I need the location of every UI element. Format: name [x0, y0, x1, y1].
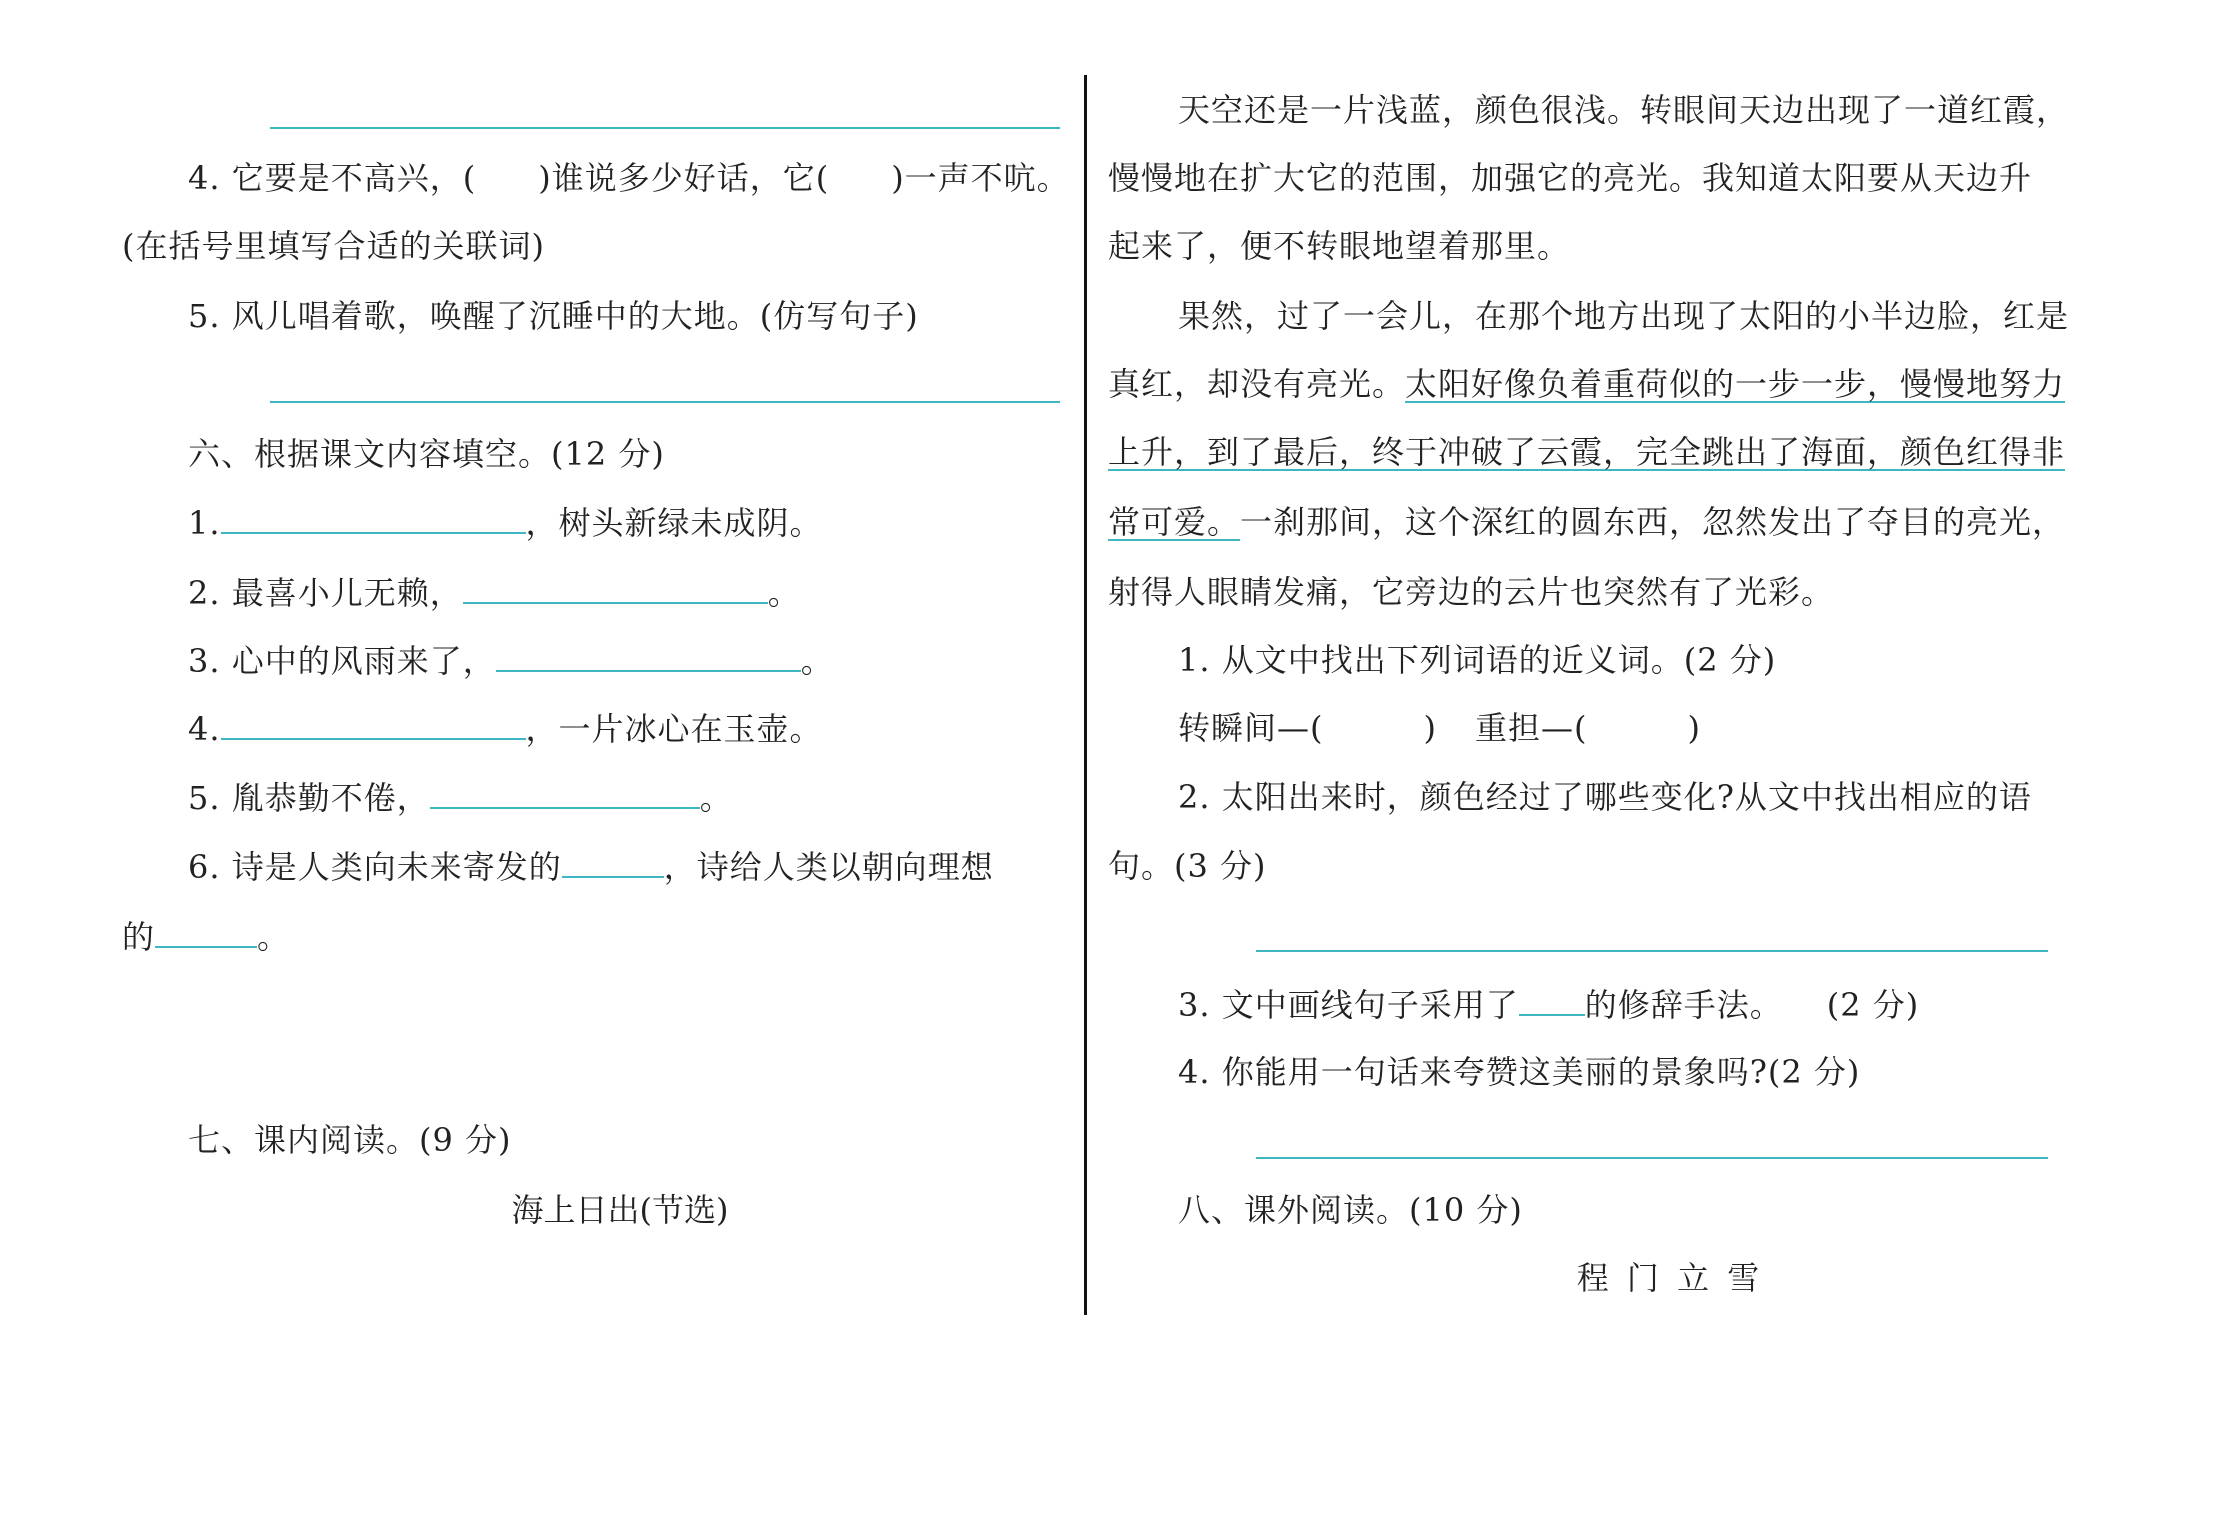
passage-title: 海上日出(节选)	[511, 1191, 729, 1229]
passage-line-7-plain: 一刹那间，这个深红的圆东西，忽然发出了夺目的亮光，	[1240, 503, 2066, 541]
fill-4-number: 4.	[188, 710, 221, 748]
right-question-4: 4. 你能用一句话来夸赞这美丽的景象吗?(2 分)	[1178, 1053, 1861, 1091]
section-8-title: 八、课外阅读。(10 分)	[1178, 1191, 1523, 1229]
fill-1-number: 1.	[188, 504, 221, 542]
fill-item-1	[188, 502, 823, 543]
fill-6b-end: 。	[257, 918, 291, 956]
fill-1-text: ，树头新绿未成阴。	[525, 504, 823, 542]
q4-suffix: )一声不吭。	[891, 159, 1070, 197]
right-question-1: 1. 从文中找出下列词语的近义词。(2 分)	[1178, 641, 1777, 679]
fill-5-text: 5. 胤恭勤不倦，	[188, 779, 430, 817]
answer-line-q4[interactable]	[1256, 1157, 2048, 1159]
fill-5-blank[interactable]	[430, 777, 700, 809]
q3-blank[interactable]	[1519, 984, 1585, 1016]
q4-middle: )谁说多少好话，它(	[538, 159, 830, 197]
q1-b-suffix: )	[1687, 709, 1701, 747]
fill-3-end: 。	[800, 642, 834, 680]
passage-line-8: 射得人眼睛发痛，它旁边的云片也突然有了光彩。	[1108, 573, 1835, 611]
fill-6b-text: 的	[122, 918, 156, 956]
fill-item-2	[188, 572, 801, 613]
passage-line-5	[1108, 364, 2065, 404]
q4-prefix: 4. 它要是不高兴，(	[188, 159, 477, 197]
fill-6-text-2: ，诗给人类以朝向理想	[663, 848, 994, 886]
q3-score: (2 分)	[1826, 986, 1920, 1024]
fill-6-text: 6. 诗是人类向未来寄发的	[188, 848, 562, 886]
passage-line-3: 起来了，便不转眼地望着那里。	[1108, 227, 1571, 265]
question-5: 5. 风儿唱着歌，唤醒了沉睡中的大地。(仿写句子)	[188, 297, 919, 335]
fill-1-blank[interactable]	[221, 502, 526, 534]
underlined-sentence-part-3: 常可爱。	[1108, 503, 1241, 541]
answer-line-top[interactable]	[270, 127, 1060, 129]
fill-6-blank-b[interactable]	[155, 916, 257, 948]
question-4-note: (在括号里填写合适的关联词)	[122, 227, 545, 265]
fill-item-3	[188, 640, 834, 681]
underlined-sentence-part-2: 上升，到了最后，终于冲破了云霞，完全跳出了海面，颜色红得非	[1108, 433, 2066, 471]
right-question-2-line-2: 句。(3 分)	[1108, 847, 1267, 885]
fill-2-text: 2. 最喜小儿无赖，	[188, 574, 463, 612]
q1-a-suffix: )	[1423, 709, 1437, 747]
fill-4-blank[interactable]	[221, 708, 526, 740]
passage-line-2: 慢慢地在扩大它的范围，加强它的亮光。我知道太阳要从天边升	[1108, 159, 2033, 197]
q1-b-prefix: 重担—(	[1474, 709, 1588, 747]
fill-5-end: 。	[699, 779, 733, 817]
fill-3-blank[interactable]	[496, 640, 801, 672]
fill-4-text: ，一片冰心在玉壶。	[525, 710, 823, 748]
right-question-3	[1178, 984, 1919, 1025]
fill-3-text: 3. 心中的风雨来了，	[188, 642, 496, 680]
right-question-2-line-1: 2. 太阳出来时，颜色经过了哪些变化?从文中找出相应的语	[1178, 778, 2032, 816]
column-divider	[1084, 75, 1087, 1315]
passage-2-title: 程 门 立 雪	[1576, 1259, 1764, 1297]
answer-line-q2[interactable]	[1256, 950, 2048, 952]
passage-line-4: 果然，过了一会儿，在那个地方出现了太阳的小半边脸，红是	[1178, 297, 2070, 335]
answer-line-q5[interactable]	[270, 401, 1060, 403]
question-4-line	[188, 158, 1070, 198]
right-question-1-answers	[1178, 708, 1701, 748]
fill-2-blank[interactable]	[463, 572, 768, 604]
fill-2-end: 。	[767, 574, 801, 612]
passage-line-5-plain: 真红，却没有亮光。	[1108, 365, 1406, 403]
fill-item-5	[188, 777, 733, 818]
fill-item-6	[188, 846, 994, 887]
fill-item-6-cont	[122, 916, 290, 957]
passage-line-1: 天空还是一片浅蓝，颜色很浅。转眼间天边出现了一道红霞，	[1178, 91, 2070, 129]
passage-line-7	[1108, 502, 2065, 542]
section-7-title: 七、课内阅读。(9 分)	[188, 1121, 512, 1159]
section-6-title: 六、根据课文内容填空。(12 分)	[188, 435, 665, 473]
q3-prefix: 3. 文中画线句子采用了	[1178, 986, 1519, 1024]
underlined-sentence-part-1: 太阳好像负着重荷似的一步一步，慢慢地努力	[1405, 365, 2066, 403]
q1-a-prefix: 转瞬间—(	[1178, 709, 1324, 747]
fill-item-4	[188, 708, 823, 749]
fill-6-blank-a[interactable]	[562, 846, 664, 878]
q3-suffix: 的修辞手法。	[1584, 986, 1783, 1024]
